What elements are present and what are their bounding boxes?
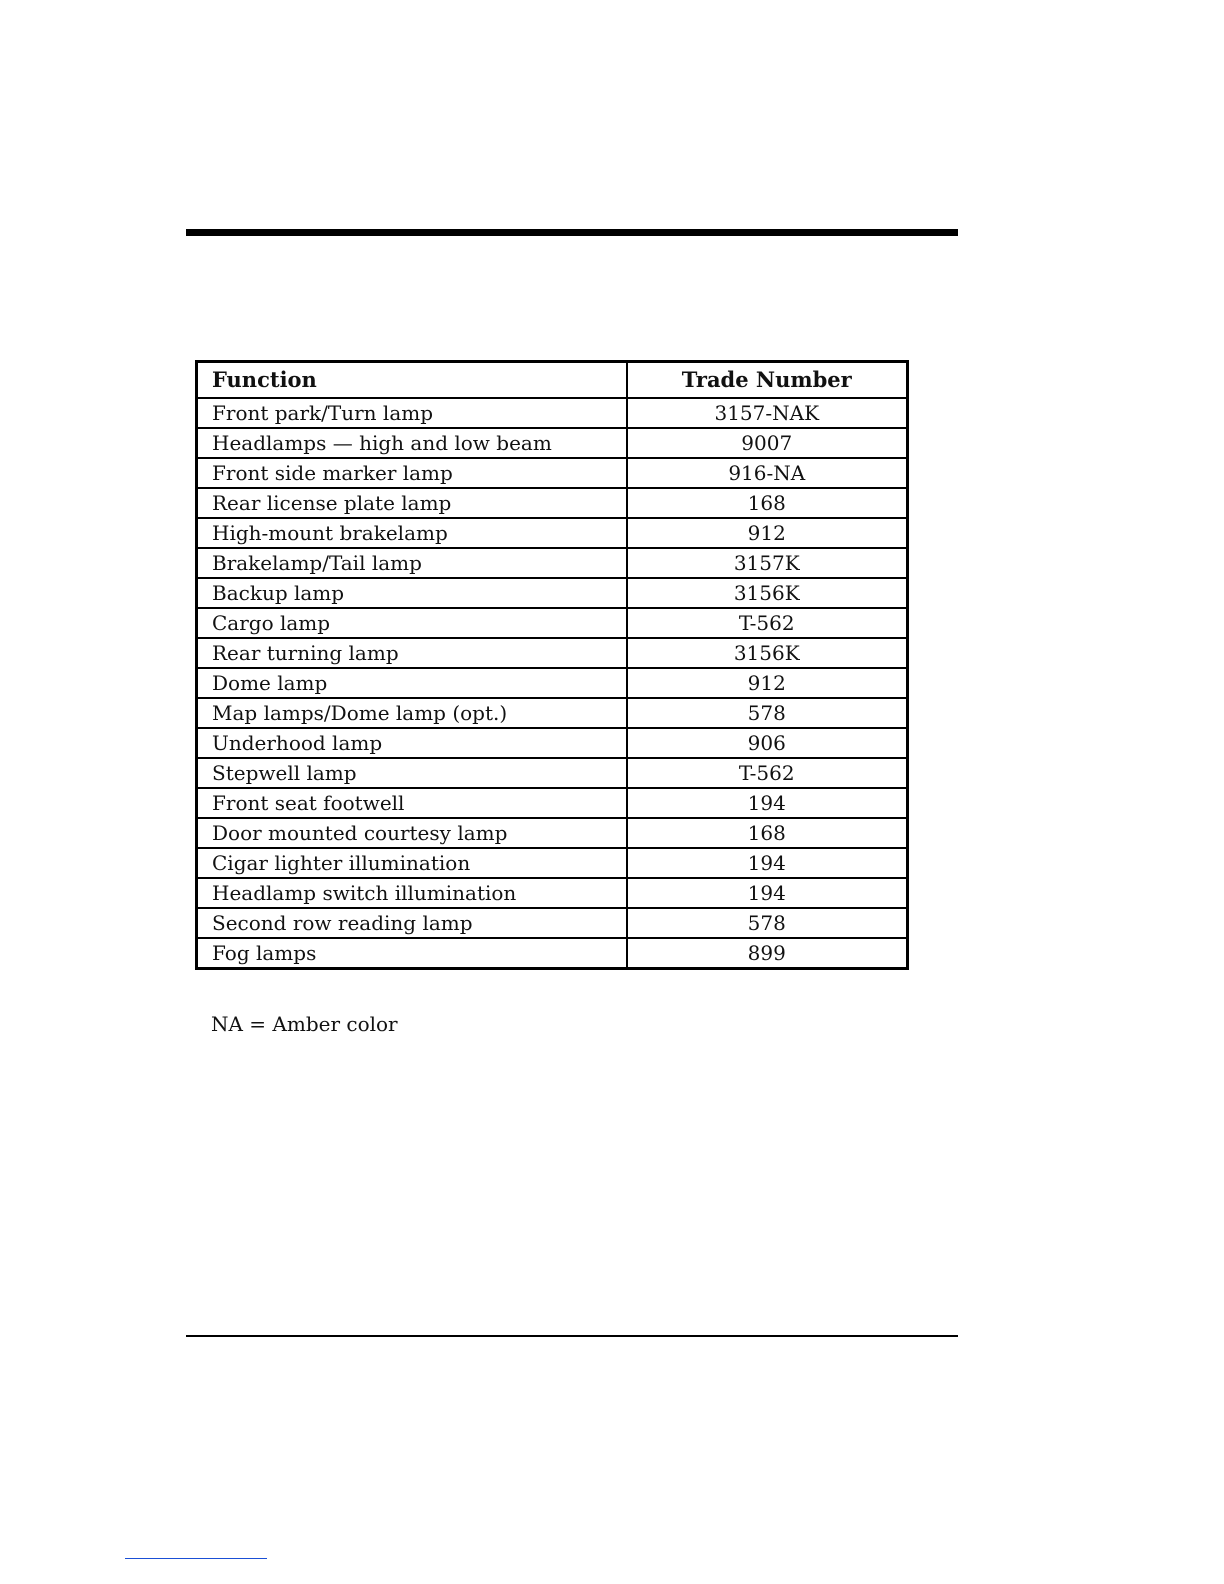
function-cell: Door mounted courtesy lamp (197, 818, 627, 848)
table-row (197, 938, 908, 969)
function-cell: Dome lamp (197, 668, 627, 698)
table-row (197, 458, 908, 488)
trade-number-cell: 168 (627, 818, 908, 848)
table-header-row (197, 362, 908, 399)
function-cell: Rear license plate lamp (197, 488, 627, 518)
trade-number-cell: 916-NA (627, 458, 908, 488)
trade-number-cell: 899 (627, 938, 908, 969)
function-cell: Underhood lamp (197, 728, 627, 758)
table-row (197, 788, 908, 818)
table-row (197, 578, 908, 608)
table-row (197, 608, 908, 638)
footnote: NA = Amber color (211, 1012, 398, 1036)
function-column-header: Function (197, 362, 627, 399)
trade-number-cell: T-562 (627, 758, 908, 788)
function-cell: Headlamp switch illumination (197, 878, 627, 908)
trade-number-cell: 168 (627, 488, 908, 518)
function-cell: Backup lamp (197, 578, 627, 608)
table-row (197, 638, 908, 668)
trade-number-cell: 3157K (627, 548, 908, 578)
trade-number-column-header: Trade Number (627, 362, 908, 399)
table-row (197, 758, 908, 788)
trade-number-cell: 912 (627, 518, 908, 548)
trade-number-cell: 194 (627, 848, 908, 878)
function-cell: Map lamps/Dome lamp (opt.) (197, 698, 627, 728)
bottom-rule (186, 1335, 958, 1337)
table-row (197, 488, 908, 518)
table-row (197, 728, 908, 758)
trade-number-cell: 578 (627, 908, 908, 938)
table-row (197, 908, 908, 938)
function-cell: Fog lamps (197, 938, 627, 969)
trade-number-cell: 194 (627, 878, 908, 908)
table-row (197, 668, 908, 698)
trade-number-cell: 194 (627, 788, 908, 818)
bulb-trade-number-table (195, 360, 909, 970)
table-row (197, 818, 908, 848)
function-cell: Front park/Turn lamp (197, 398, 627, 428)
function-cell: Cargo lamp (197, 608, 627, 638)
table-row (197, 398, 908, 428)
function-cell: Rear turning lamp (197, 638, 627, 668)
trade-number-cell: 3157-NAK (627, 398, 908, 428)
link-underline (125, 1558, 267, 1559)
function-cell: Stepwell lamp (197, 758, 627, 788)
trade-number-cell: 906 (627, 728, 908, 758)
function-cell: Front seat footwell (197, 788, 627, 818)
trade-number-cell: 912 (627, 668, 908, 698)
table-row (197, 848, 908, 878)
table-row (197, 878, 908, 908)
function-cell: Front side marker lamp (197, 458, 627, 488)
function-cell: Brakelamp/Tail lamp (197, 548, 627, 578)
function-cell: Second row reading lamp (197, 908, 627, 938)
table-row (197, 428, 908, 458)
function-cell: High-mount brakelamp (197, 518, 627, 548)
table-body (197, 398, 908, 969)
table-row (197, 698, 908, 728)
trade-number-cell: 3156K (627, 638, 908, 668)
trade-number-cell: 9007 (627, 428, 908, 458)
function-cell: Cigar lighter illumination (197, 848, 627, 878)
table-row (197, 548, 908, 578)
table-row (197, 518, 908, 548)
trade-number-cell: 578 (627, 698, 908, 728)
trade-number-cell: T-562 (627, 608, 908, 638)
function-cell: Headlamps — high and low beam (197, 428, 627, 458)
trade-number-cell: 3156K (627, 578, 908, 608)
top-rule (186, 229, 958, 236)
